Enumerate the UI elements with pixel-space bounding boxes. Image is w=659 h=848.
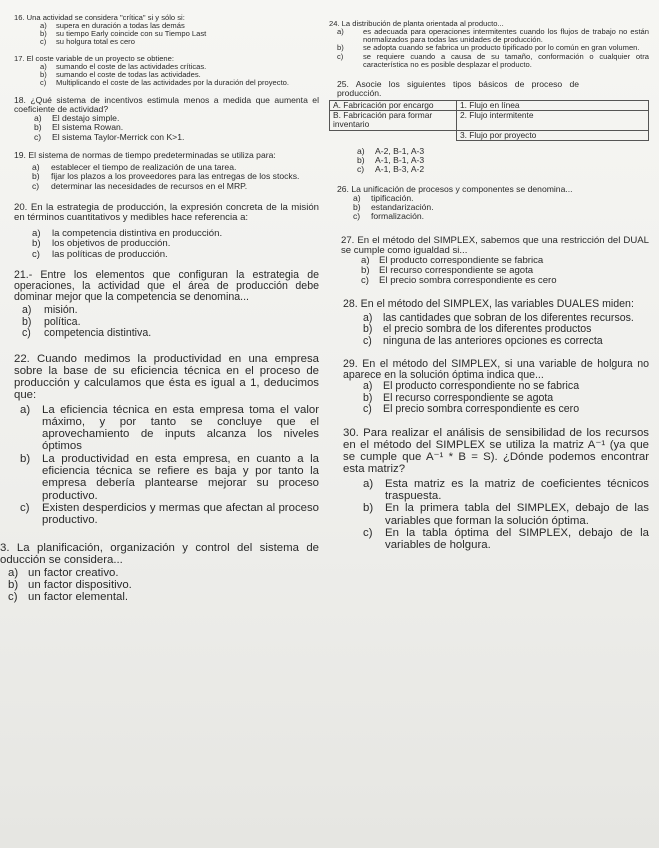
option-c: c) En la tabla óptima del SIMPLEX, debajo de la variables de holgura. [363, 526, 649, 552]
option-b: b) un factor dispositivo. [8, 578, 132, 591]
option-c: c) A-1, B-3, A-2 [357, 164, 425, 175]
option-a: a) El destajo simple. [34, 113, 120, 124]
question-17 [14, 55, 319, 88]
question-23-title: 3. La planificación, organización y control del sistema de oducción se considera... [0, 541, 319, 566]
option-c: c) Existen desperdicios y mermas que afectan al proceso productivo. [20, 502, 319, 527]
question-28-title: 28. En el método del SIMPLEX, las variables DUALES miden: [343, 297, 634, 310]
option-a: a) misión. [22, 304, 78, 317]
question-29 [343, 359, 649, 416]
question-27-title: 27. En el método del SIMPLEX, sabemos que una restricción del DUAL se cumple como igualdad si... [341, 234, 649, 256]
option-c: c) El precio sombra correspondiente es cero [363, 403, 580, 416]
question-20-title: 20. En la estrategia de producción, la expresión concreta de la misión en términos cuantitativos y medibles hace referencia a: [14, 201, 319, 223]
option-c: c) formalización. [353, 211, 425, 222]
question-30-title: 30. Para realizar el análisis de sensibilidad de los recursos en el método del SIMPLEX se utiliza la matriz A⁻¹ (ya que se cumple que A⁻¹ * B = S). ¿Dónde podemos encontrar esta matriz? [343, 426, 649, 475]
question-20 [14, 203, 319, 260]
option-c: c) las políticas de producción. [32, 248, 168, 260]
option-a: a) Esta matriz es la matriz de coeficientes técnicos traspuesta. [363, 477, 649, 502]
option-a: a) establecer el tiempo de realización de una tarea. [32, 161, 237, 172]
option-a: a) sumando el coste de las actividades críticas. [40, 61, 207, 71]
question-22 [14, 354, 319, 527]
option-a: a) las cantidades que sobran de los diferentes recursos. [363, 311, 634, 324]
question-24-title: 24. La distribución de planta orientada al producto... [329, 19, 504, 28]
table-row: 3. Flujo por proyecto [330, 130, 649, 140]
option-b: b) se adopta cuando se fabrica un producto tipificado por lo común en gran volumen. [337, 43, 640, 53]
question-21-title: 21.- Entre los elementos que configuran la estrategia de operaciones, la actividad que el área de producción debe dominar mejor que la competencia se denomina... [14, 269, 319, 304]
option-a: a) la competencia distintiva en producción. [32, 227, 223, 239]
question-26 [337, 185, 649, 222]
question-27 [341, 236, 649, 287]
option-b: b) política. [22, 315, 81, 328]
option-c: c) ninguna de las anteriores opciones es correcta [363, 334, 603, 347]
option-b: b) su tiempo Early coincide con su Tiempo Last [40, 29, 207, 39]
question-24 [329, 20, 649, 69]
question-18 [14, 96, 319, 142]
option-a: a) La eficiencia técnica en esta empresa toma el valor máximo, y por tanto se concluye que el aprovechamiento de inputs alcanza los niveles óptimos [20, 403, 319, 453]
option-b: b) El recurso correspondiente se agota [363, 391, 554, 404]
option-a: a) El producto correspondiente no se fabrica [363, 380, 580, 393]
option-a: a) tipificación. [353, 192, 414, 203]
question-25-title: 25. Asocie los siguientes tipos básicos de proceso de producción. [337, 78, 579, 98]
question-18-title: 18. ¿Qué sistema de incentivos estimula menos a medida que aumenta el coeficiente de actividad? [14, 95, 319, 115]
option-b: b) El sistema Rowan. [34, 122, 124, 133]
option-b: b) sumando el coste de todas las actividades. [40, 69, 201, 79]
question-21 [14, 270, 319, 340]
option-a: a) un factor creativo. [8, 566, 119, 579]
option-a: a) es adecuada para operaciones intermitentes cuando los flujos de trabajo no están normalizados para todas las unidades de producción. [337, 26, 649, 45]
option-c: c) El sistema Taylor-Merrick con K>1. [34, 131, 185, 142]
option-c: c) se requiere cuando a causa de su tamaño, conformación o cualquier otra característica no es posible desplazar el producto. [337, 51, 649, 69]
question-23 [0, 543, 319, 604]
option-b: b) fijar los plazos a los proveedores para las entregas de los stocks. [32, 171, 300, 182]
table-row: A. Fabricación por encargo 1. Flujo en línea [330, 100, 649, 110]
option-b: b) En la primera tabla del SIMPLEX, debajo de las variables que forman la solución óptima. [363, 502, 649, 527]
association-table [329, 100, 649, 141]
option-b: b) A-1, B-1, A-3 [357, 155, 425, 166]
option-c: c) competencia distintiva. [22, 327, 152, 340]
option-b: b) los objetivos de producción. [32, 238, 171, 250]
question-16 [14, 14, 319, 47]
question-28 [343, 299, 649, 347]
option-c: c) un factor elemental. [8, 591, 129, 604]
option-a: a) supera en duración a todas las demás [40, 20, 185, 30]
question-19-title: 19. El sistema de normas de tiempo predeterminadas se utiliza para: [14, 149, 276, 160]
option-c: c) su holgura total es cero [40, 37, 135, 47]
option-c: c) determinar las necesidades de recursos en el MRP. [32, 180, 248, 191]
option-b: b) el precio sombra de los diferentes productos [363, 323, 592, 336]
option-a: a) A-2, B-1, A-3 [357, 145, 425, 156]
option-c: c) Multiplicando el coste de las actividades por la duración del proyecto. [40, 77, 290, 87]
left-column [0, 13, 319, 604]
question-30 [343, 428, 649, 552]
right-column [329, 20, 649, 551]
option-a: a) El producto correspondiente se fabrica [361, 254, 544, 266]
option-c: c) El precio sombra correspondiente es cero [361, 275, 557, 287]
question-22-title: 22. Cuando medimos la productividad en una empresa sobre la base de su eficiencia técnica en el proceso de producción y calculamos que ésta es igual a 1, deducimos que: [14, 352, 319, 401]
table-row: B. Fabricación para formar inventario 2. Flujo intermitente [330, 111, 649, 130]
question-17-title: 17. El coste variable de un proyecto se obtiene: [14, 53, 174, 63]
question-19 [14, 151, 319, 191]
option-b: b) El recurso correspondiente se agota [361, 265, 534, 277]
question-25 [329, 80, 649, 175]
question-26-title: 26. La unificación de procesos y componentes se denomina... [337, 183, 573, 194]
question-29-title: 29. En el método del SIMPLEX, si una variable de holgura no aparece en la solución óptima indica que... [343, 358, 649, 382]
option-b: b) La productividad en esta empresa, en cuanto a la eficiencia técnica se refiere es baja y por tanto la empresa debería plantearse mejorar su proceso productivo. [20, 452, 319, 502]
question-16-title: 16. Una actividad se considera "crítica" si y sólo si: [14, 13, 185, 22]
option-b: b) estandarización. [353, 202, 434, 213]
